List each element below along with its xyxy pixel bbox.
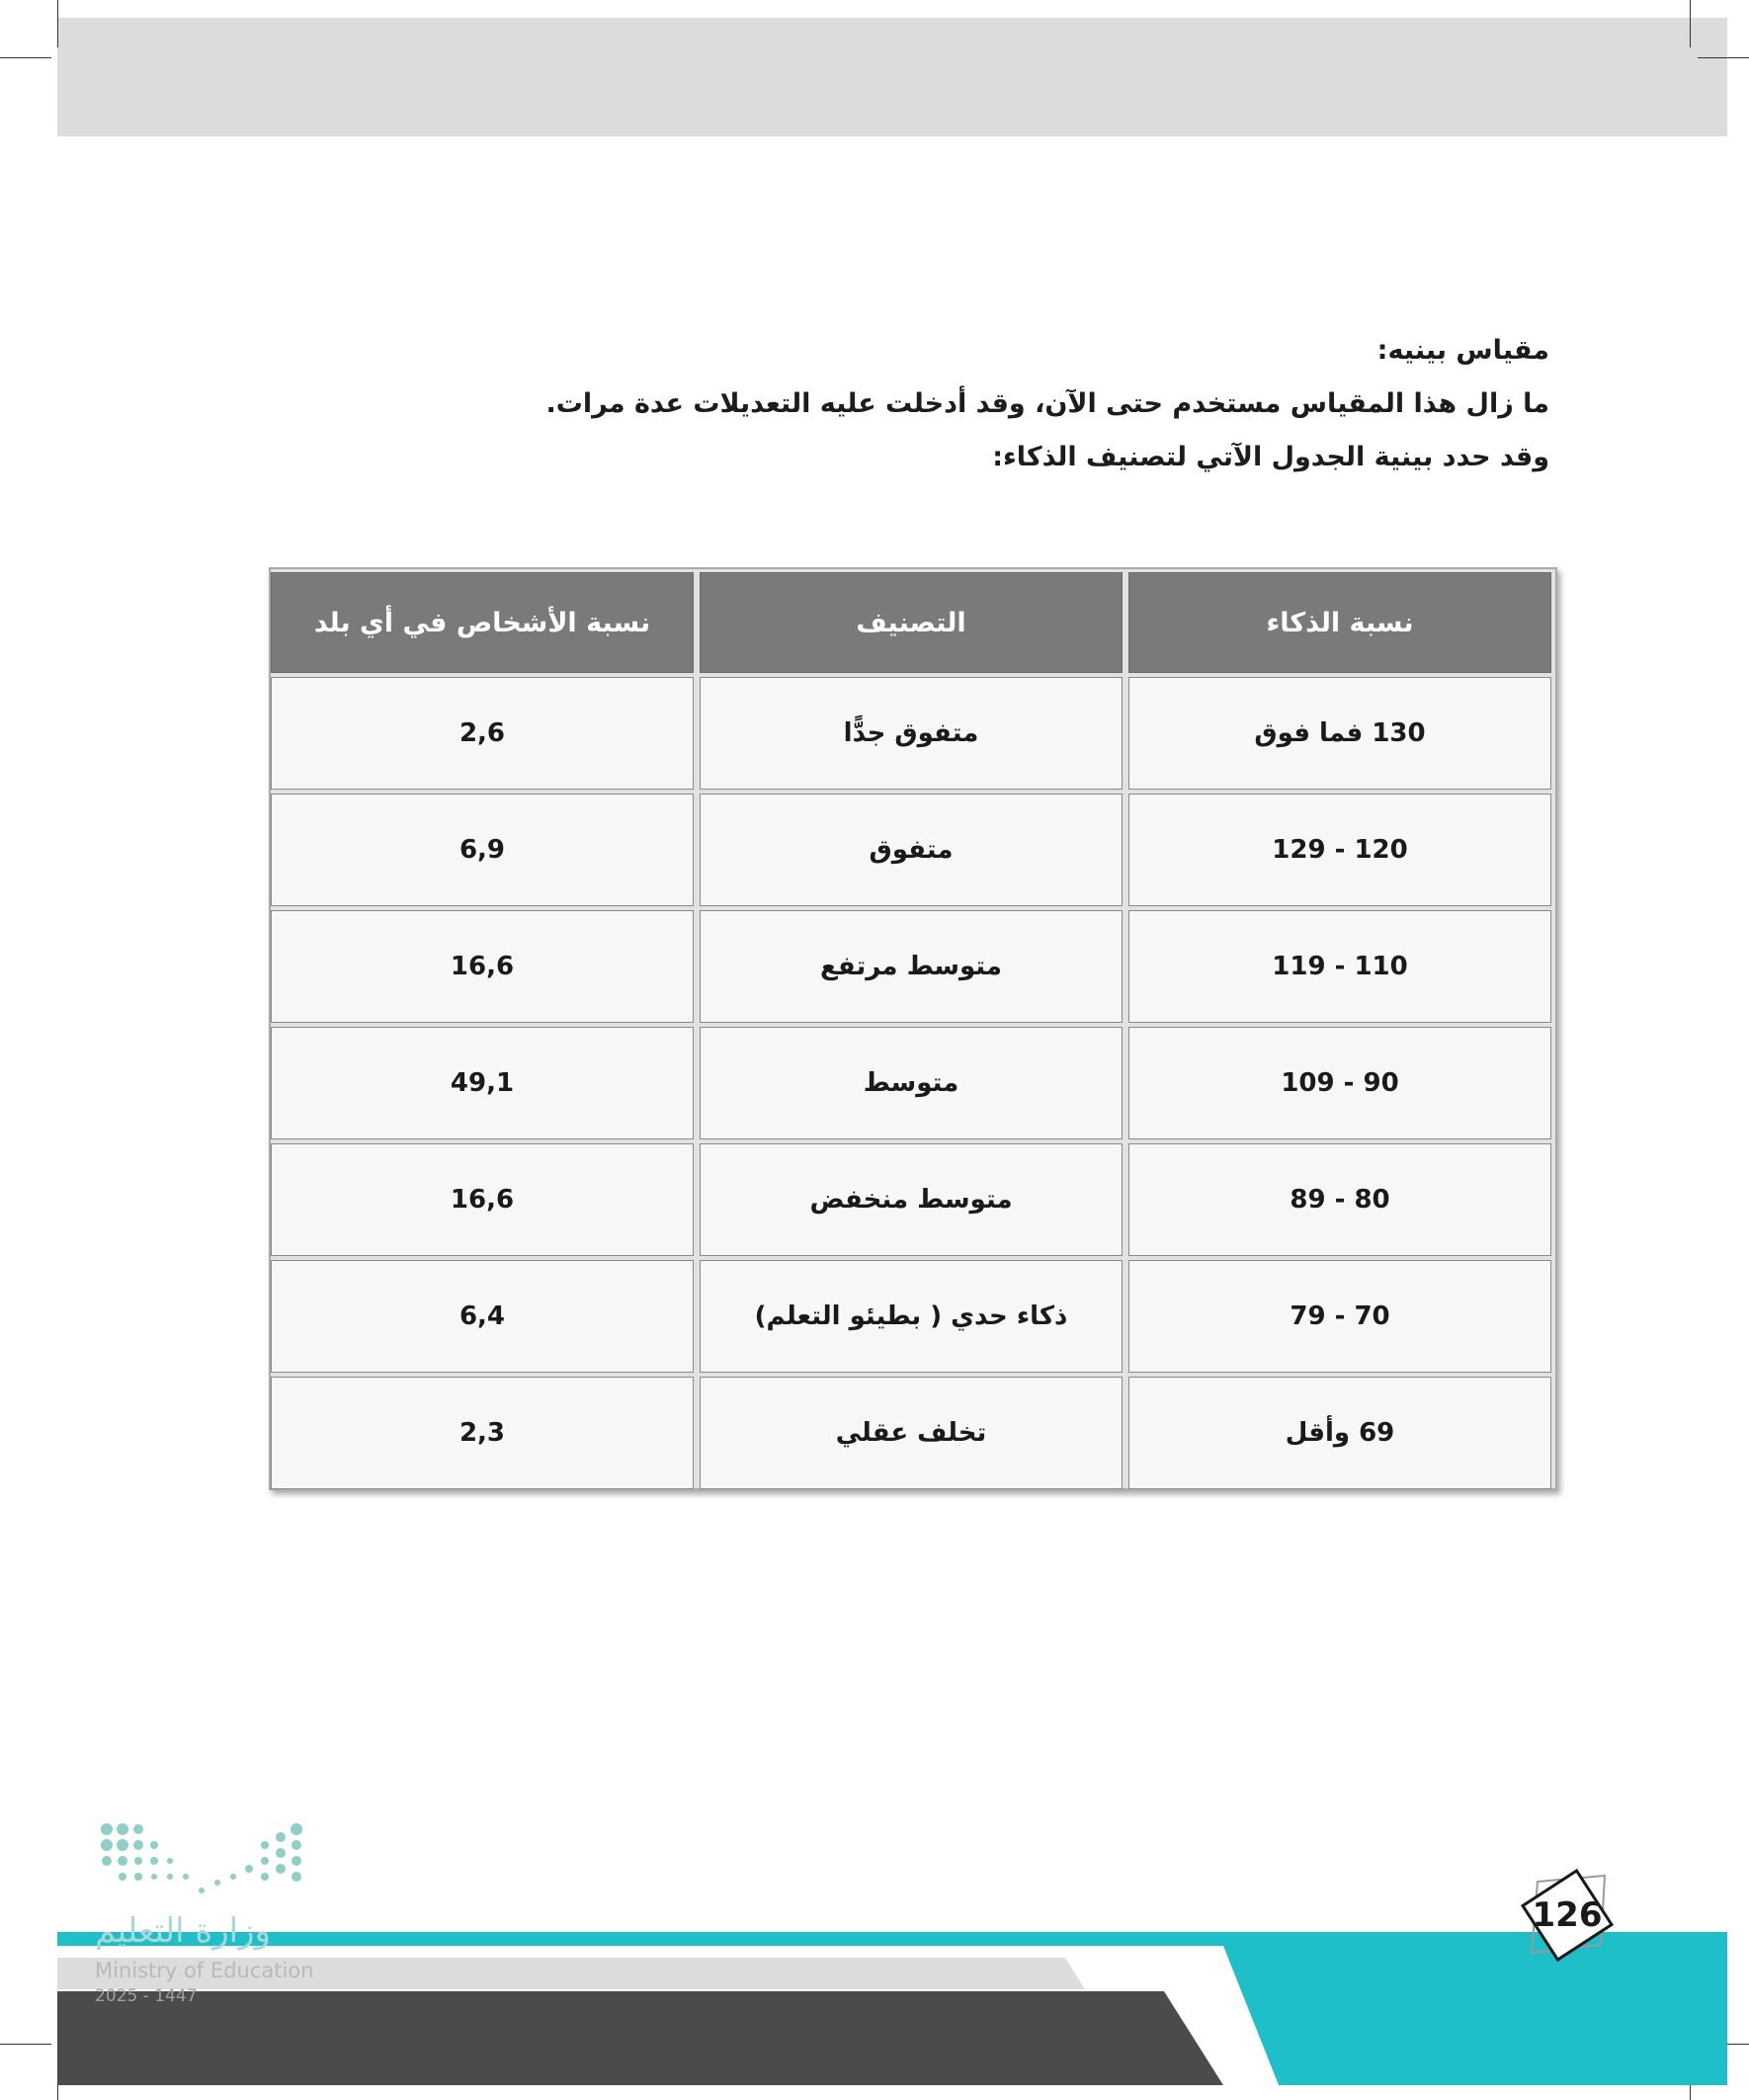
iq-classification-table	[269, 567, 1557, 1490]
page-number: 126	[1532, 1895, 1603, 1935]
table-cell-classification: تخلف عقلي	[700, 1377, 1123, 1489]
top-header-band	[57, 18, 1727, 136]
ministry-logo-english: Ministry of Education	[95, 1959, 314, 1982]
table-cell-percentage: 6,9	[271, 794, 694, 906]
table-cell-classification: متوسط منخفض	[700, 1143, 1123, 1256]
column-header-classification: التصنيف	[700, 572, 1123, 673]
footer-dark-band	[57, 1991, 1223, 2085]
column-header-iq: نسبة الذكاء	[1128, 572, 1551, 673]
table-cell-classification: ذكاء حدي ( بطيئو التعلم)	[700, 1260, 1123, 1373]
table-cell-percentage: 6,4	[271, 1260, 694, 1373]
table-cell-percentage: 49,1	[271, 1027, 694, 1139]
table-cell-classification: متوسط مرتفع	[700, 910, 1123, 1023]
table-cell-percentage: 2,6	[271, 677, 694, 790]
footer-teal-wedge	[1223, 1946, 1727, 2085]
ministry-logo-dots-icon	[95, 1821, 312, 1896]
intro-heading: مقياس بينيه:	[1376, 335, 1549, 366]
intro-line: ما زال هذا المقياس مستخدم حتى الآن، وقد أدخلت عليه التعديلات عدة مرات.	[545, 388, 1549, 419]
table-cell-iq: 130 فما فوق	[1128, 677, 1551, 790]
table-cell-iq: 120 - 129	[1128, 794, 1551, 906]
crop-mark	[0, 2044, 51, 2045]
crop-mark	[0, 57, 51, 58]
table-cell-iq: 90 - 109	[1128, 1027, 1551, 1139]
table-cell-classification: متوسط	[700, 1027, 1123, 1139]
table-cell-percentage: 2,3	[271, 1377, 694, 1489]
table-cell-iq: 80 - 89	[1128, 1143, 1551, 1256]
ministry-logo-year: 2025 - 1447	[95, 1986, 198, 2006]
crop-mark	[1698, 57, 1749, 58]
column-header-percentage: نسبة الأشخاص في أي بلد	[271, 572, 694, 673]
ministry-logo-arabic: وزارة التعليم	[95, 1911, 271, 1951]
table-cell-percentage: 16,6	[271, 1143, 694, 1256]
table-cell-classification: متفوق جدًّا	[700, 677, 1123, 790]
table-cell-iq: 70 - 79	[1128, 1260, 1551, 1373]
table-cell-iq: 110 - 119	[1128, 910, 1551, 1023]
table-cell-classification: متفوق	[700, 794, 1123, 906]
crop-mark	[1690, 0, 1691, 47]
table-cell-iq: 69 وأقل	[1128, 1377, 1551, 1489]
intro-line: وقد حدد بينية الجدول الآتي لتصنيف الذكاء:	[992, 442, 1549, 472]
table-cell-percentage: 16,6	[271, 910, 694, 1023]
intro-text	[462, 324, 1549, 484]
crop-mark	[57, 0, 58, 47]
